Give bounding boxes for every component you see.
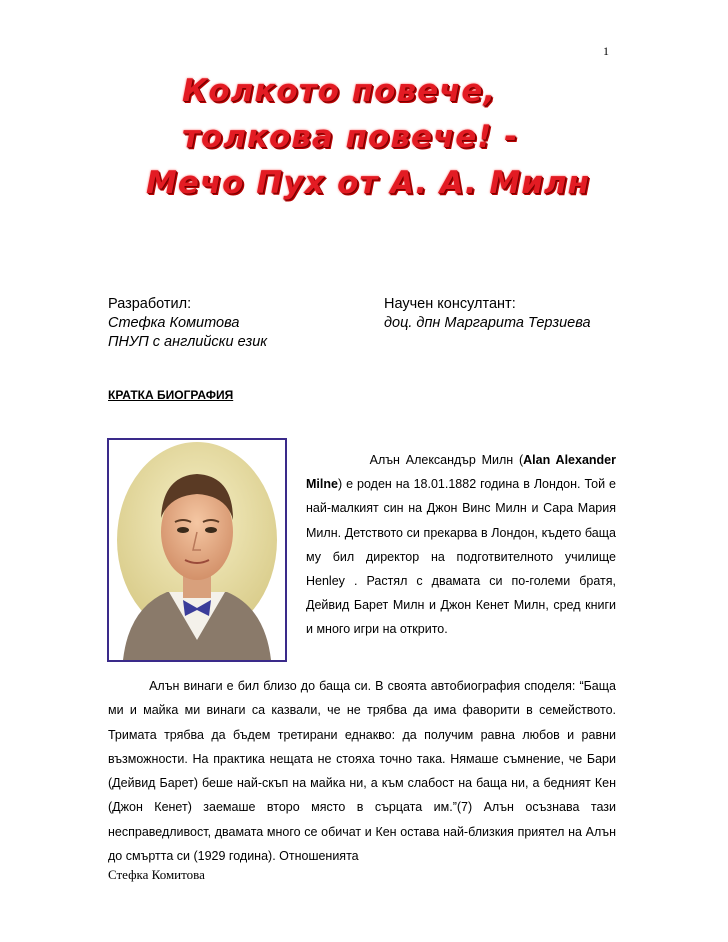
page-number: 1 bbox=[603, 44, 609, 58]
biography-intro bbox=[306, 448, 616, 642]
author-name: Стефка Комитова bbox=[108, 315, 240, 331]
biography-paragraph bbox=[108, 674, 616, 868]
section-heading: КРАТКА БИОГРАФИЯ bbox=[108, 388, 234, 402]
biography-intro-name: Alan Alexander Milne bbox=[306, 453, 616, 492]
portrait-image bbox=[107, 438, 287, 662]
biography-paragraph-text: Алън винаги е бил близо до баща си. В своята автобиография споделя: “Баща ми и майка ми винаги са казвали, че не трябва да има фаворити в семейството. Тримата трябва да бъдем третирани еднакво: да получим равна любов и равни възможности. На практика нещата не стояха точно така. Нямаше съмнение, че Бари (Дейвид Барет) беше най-скъп на майка ни, а към слабост на баща ни, а бедният Кен (Джон Кенет) заемаше второ място в сърцата им.”(7) Алън осъзнава тази несправедливост, двамата много се обичат и Кен остава най-близкия приятел на Алън до смъртта си (1929 година). Отношенията bbox=[108, 679, 616, 864]
consultant-block bbox=[384, 295, 591, 333]
portrait-drawing bbox=[109, 440, 285, 660]
title-line-3: Мечо Пух от А. А. Милн bbox=[146, 165, 591, 201]
author-label: Разработил: bbox=[108, 296, 192, 312]
consultant-label: Научен консултант: bbox=[384, 296, 516, 312]
footer-author: Стефка Комитова bbox=[108, 867, 205, 882]
author-affiliation: ПНУП с английски език bbox=[108, 334, 268, 350]
consultant-name: доц. дпн Маргарита Терзиева bbox=[384, 315, 591, 331]
biography-intro-post: ) е роден на 18.01.1882 година в Лондон. Той е най-малкият син на Джон Винс Милн и Сара Мария Милн. Детството си прекарва в Лондон, където баща му бил директор на подготвителното училище Henley . Растял с двамата си по-големи братя, Дейвид Барет Милн и Джон Кенет Милн, сред книги и много игри на открито. bbox=[306, 477, 616, 637]
author-block bbox=[108, 295, 267, 352]
biography-intro-pre: Алън Александър Милн ( bbox=[369, 453, 524, 467]
title-line-2: толкова повече! - bbox=[182, 119, 519, 155]
title-line-1: Колкото повече, bbox=[182, 73, 497, 109]
